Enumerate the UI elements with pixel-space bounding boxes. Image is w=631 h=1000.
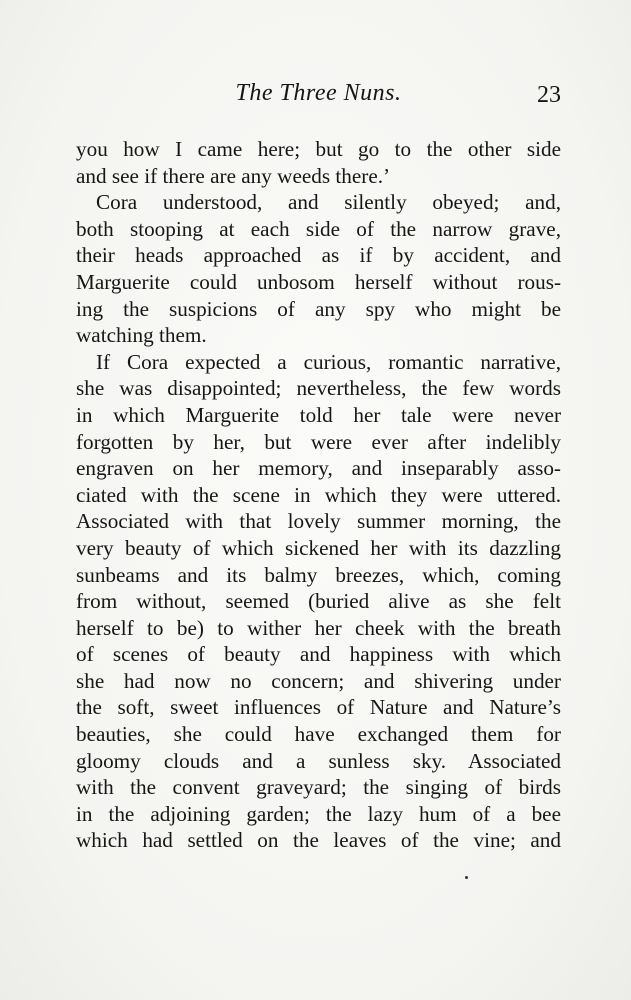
text-line: Associated with that lovely summer morning, the — [76, 509, 561, 534]
text-line: herself to be) to wither her cheek with the breath — [76, 615, 561, 640]
body-text — [76, 136, 561, 854]
text-line: she had now no concern; and shivering under — [76, 668, 561, 693]
page-number: 23 — [537, 82, 561, 108]
running-title: The Three Nuns. — [235, 80, 402, 106]
text-line: both stooping at each side of the narrow grave, — [76, 216, 561, 241]
text-line: in which Marguerite told her tale were never — [76, 402, 561, 427]
text-line: very beauty of which sickened her with its dazzling — [76, 535, 561, 560]
text-line: forgotten by her, but were ever after indelibly — [76, 429, 561, 454]
text-line: sunbeams and its balmy breezes, which, coming — [76, 562, 561, 587]
ink-speck — [465, 876, 468, 879]
text-line: watching them. — [76, 323, 207, 348]
text-line: and see if there are any weeds there.’ — [76, 163, 391, 188]
text-line: engraven on her memory, and inseparably asso- — [76, 456, 561, 481]
text-line: she was disappointed; nevertheless, the few words — [76, 376, 561, 401]
text-line: from without, seemed (buried alive as she felt — [76, 589, 561, 614]
text-line: Cora understood, and silently obeyed; and, — [96, 190, 561, 215]
text-line: you how I came here; but go to the other side — [76, 137, 561, 161]
text-line: beauties, she could have exchanged them for — [76, 722, 561, 747]
text-line: ing the suspicions of any spy who might be — [76, 296, 561, 321]
text-line: which had settled on the leaves of the vine; and — [76, 828, 561, 853]
text-line: of scenes of beauty and happiness with which — [76, 642, 561, 667]
text-line: Marguerite could unbosom herself without rous- — [76, 269, 561, 294]
text-line: If Cora expected a curious, romantic narrative, — [96, 349, 561, 374]
text-line: with the convent graveyard; the singing of birds — [76, 775, 561, 800]
text-line: their heads approached as if by accident, and — [76, 243, 561, 268]
text-line: the soft, sweet influences of Nature and Nature’s — [76, 695, 561, 720]
running-head — [76, 80, 561, 110]
text-line: in the adjoining garden; the lazy hum of a bee — [76, 801, 561, 826]
text-line: gloomy clouds and a sunless sky. Associated — [76, 748, 561, 773]
text-line: ciated with the scene in which they were uttered. — [76, 482, 561, 507]
